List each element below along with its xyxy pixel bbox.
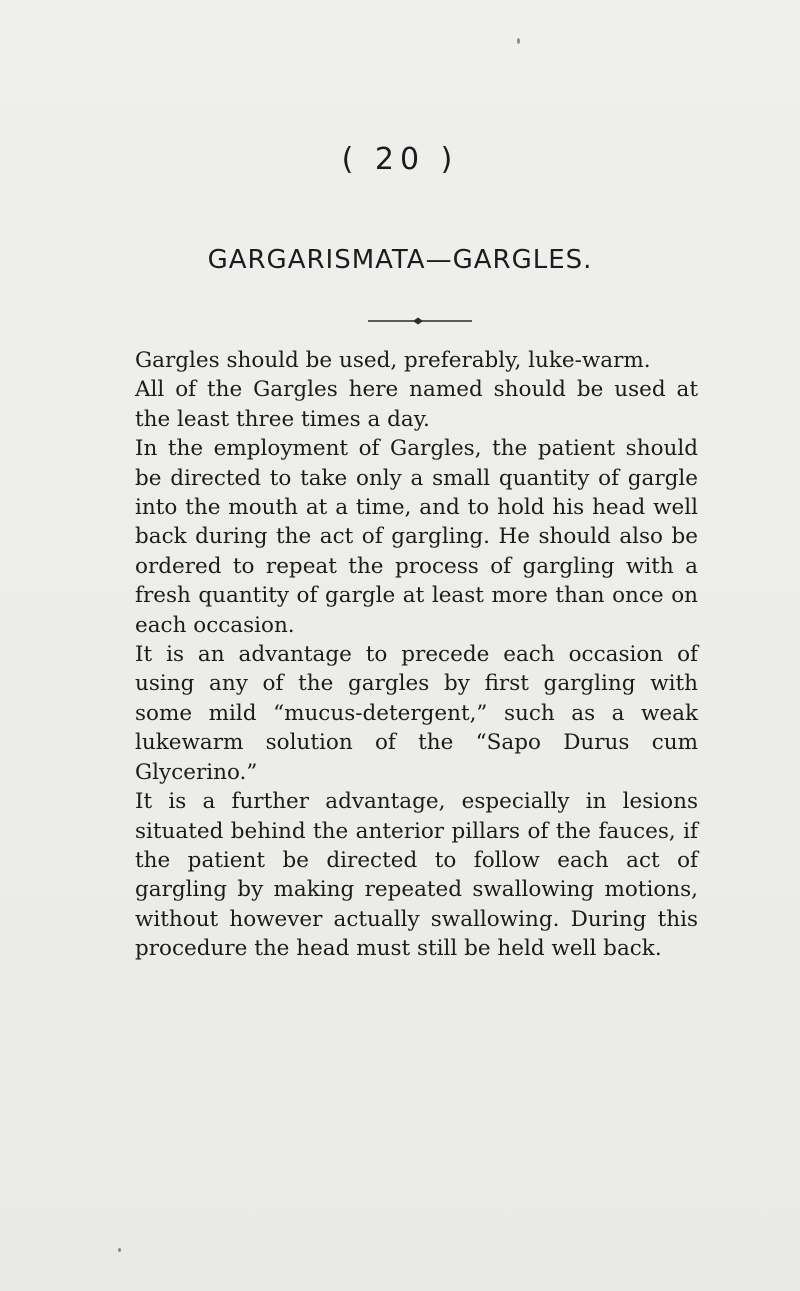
paragraph: Gargles should be used, preferably, luke-warm. [135,348,651,373]
rule-with-diamond-icon [368,316,472,326]
paper-speck [118,1248,121,1252]
body-text [135,346,698,964]
chapter-title: GARGARISMATA—GARGLES. [207,245,593,275]
paragraph: It is a further advantage, especially in lesions situated behind the anterior pillars of the fauces, if the patient be directed to follow each act of gargling by making repeated swallowing motions, without however actually swallowing. During this procedure the head must still be held well back. [135,789,698,962]
page-number: ( 20 ) [341,142,459,177]
paper-speck [517,38,520,44]
paragraph: In the employment of Gargles, the patient should be directed to take only a small quantity of gargle into the mouth at a time, and to hold his head well back during the act of gargling. He should also be ordered to repeat the process of gargling with a fresh quantity of gargle at least more than once on each occasion. [135,436,698,638]
paragraph: All of the Gargles here named should be used at the least three times a day. [135,377,698,432]
paragraph: It is an advantage to precede each occasion of using any of the gargles by first gargling with some mild “mucus-detergent,” such as a weak lukewarm solution of the “Sapo Durus cum Glycerino.” [135,642,698,785]
